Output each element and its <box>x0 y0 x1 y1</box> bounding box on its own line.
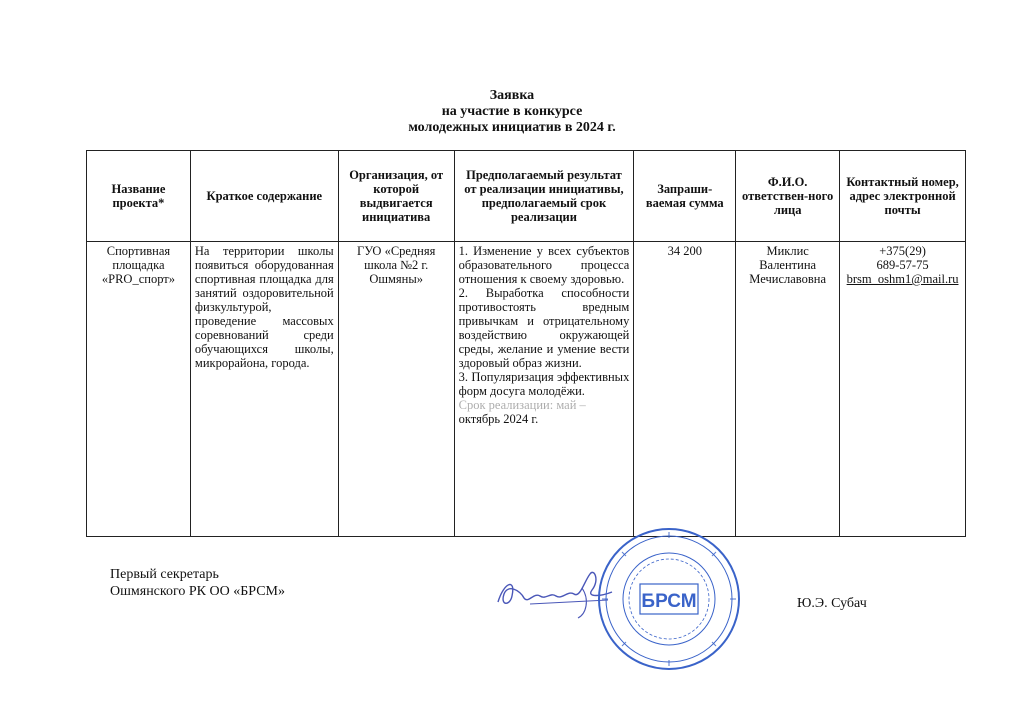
cell-amount: 34 200 <box>634 242 736 537</box>
organization-stamp <box>596 526 742 672</box>
result-item-2: 2. Выработка способности противостоять вредным привычкам и отрицательному воздействию окружающей среды, желание и умение вести здоровый образ жизни. <box>458 286 630 370</box>
header-contacts: Контактный номер, адрес электронной почты <box>840 151 966 242</box>
stamp-center-text: БРСМ <box>641 591 697 612</box>
cell-contacts <box>840 242 966 537</box>
cell-project-name: Спортивная площадка «PRO_спорт» <box>87 242 191 537</box>
cell-organization: ГУО «Средняя школа №2 г. Ошмяны» <box>338 242 454 537</box>
header-organization: Организация, от которой выдвигается инициатива <box>338 151 454 242</box>
title-line-1: Заявка <box>489 88 535 103</box>
header-project-name: Название проекта* <box>87 151 191 242</box>
header-summary: Краткое содержание <box>190 151 338 242</box>
application-table <box>86 150 966 537</box>
phone-line-1: +375(29) <box>879 244 926 258</box>
position-line-2: Ошмянского РК ОО «БРСМ» <box>110 584 286 599</box>
term-end: октябрь 2024 г. <box>458 412 539 426</box>
table-header-row <box>87 151 966 242</box>
signer-name: Ю.Э. Субач <box>797 596 867 611</box>
header-results: Предполагаемый результат от реализации инициативы, предполагаемый срок реализации <box>454 151 634 242</box>
header-responsible: Ф.И.О. ответствен-ного лица <box>736 151 840 242</box>
header-amount: Запраши-ваемая сумма <box>634 151 736 242</box>
term-faded: Срок реализации: май – <box>458 398 586 412</box>
cell-responsible: Миклис Валентина Мечиславовна <box>736 242 840 537</box>
signatory-position <box>110 566 285 600</box>
title-line-2: на участие в конкурсе <box>441 104 583 119</box>
document-title <box>0 88 1024 136</box>
phone-line-2: 689-57-75 <box>876 258 929 272</box>
cell-results <box>454 242 634 537</box>
result-item-3: 3. Популяризация эффективных форм досуга молодёжи. <box>458 370 630 398</box>
table-row <box>87 242 966 537</box>
email-link[interactable]: brsm_oshm1@mail.ru <box>846 272 959 286</box>
position-line-1: Первый секретарь <box>110 567 219 582</box>
cell-summary: На территории школы появиться оборудованная спортивная площадка для занятий оздоровительной физкультурой, проведение массовых соревнований среди обучающихся школы, микрорайона, города. <box>190 242 338 537</box>
title-line-3: молодежных инициатив в 2024 г. <box>408 120 616 135</box>
result-item-1: 1. Изменение у всех субъектов образовательного процесса отношения к своему здоровью. <box>458 244 630 286</box>
